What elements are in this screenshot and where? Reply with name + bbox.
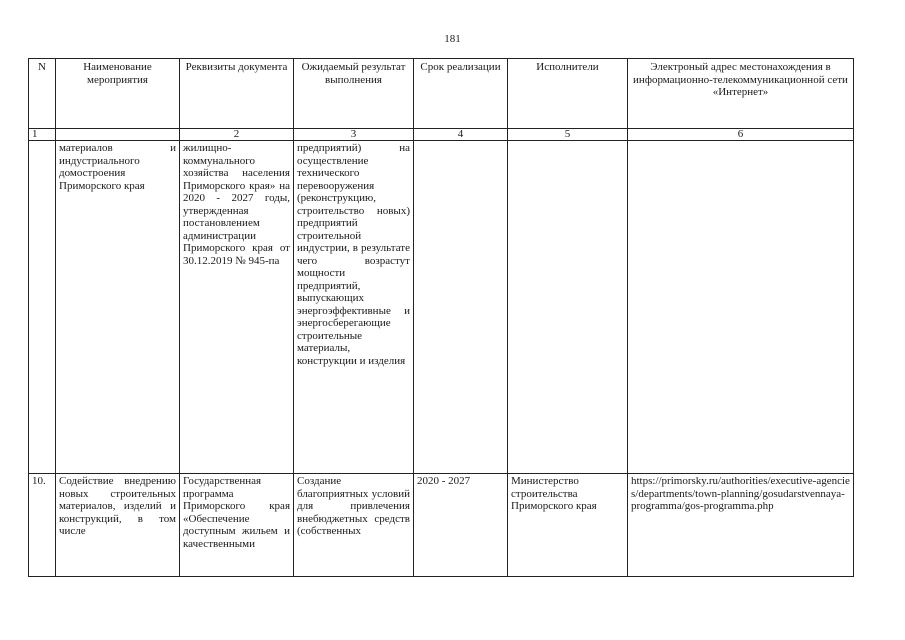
cell-term xyxy=(414,141,508,474)
cell-url: https://primorsky.ru/authorities/executive-agencies/departments/town-planning/gosudarstvennaya-programma/gos-programma.php xyxy=(628,474,854,577)
cell-doc: жилищно-коммунального хозяйства населения Приморского края» на 2020 - 2027 годы, утвержденная постановлением администрации Приморского края от 30.12.2019 № 945-па xyxy=(180,141,294,474)
header-n: N xyxy=(29,59,56,129)
header-doc: Реквизиты документа xyxy=(180,59,294,129)
header-result: Ожидаемый результат выполнения xyxy=(294,59,414,129)
cell-url xyxy=(628,141,854,474)
cell-executors xyxy=(508,141,628,474)
table-row xyxy=(29,474,854,577)
cell-term: 2020 - 2027 xyxy=(414,474,508,577)
cell-n xyxy=(29,141,56,474)
cell-n: 10. xyxy=(29,474,56,577)
column-number: 5 xyxy=(508,129,628,141)
header-executors: Исполнители xyxy=(508,59,628,129)
page-number: 181 xyxy=(444,33,461,45)
measures-table xyxy=(28,58,854,577)
cell-name: Содействие внедрению новых строительных материалов, изделий и конструкций, в том числе xyxy=(56,474,180,577)
cell-result: предприятий) на осуществление технического перевооружения (реконструкцию, строительство новых) предприятий строительной индустрии, в результате чего возрастут мощности предприятий, выпускающих энергоэффективные и энергосберегающие строительные материалы, конструкции и изделия xyxy=(294,141,414,474)
column-number: 2 xyxy=(180,129,294,141)
header-row xyxy=(29,59,854,129)
column-number-row xyxy=(29,129,854,141)
cell-doc: Государственная программа Приморского края «Обеспечение доступным жильем и качественными xyxy=(180,474,294,577)
column-number: 6 xyxy=(628,129,854,141)
table-row xyxy=(29,141,854,474)
column-number: 4 xyxy=(414,129,508,141)
column-number: 3 xyxy=(294,129,414,141)
column-number-empty xyxy=(56,129,180,141)
cell-executors: Министерство строительства Приморского края xyxy=(508,474,628,577)
header-url: Электроный адрес местонахождения в информационно-телекоммуникационной сети «Интернет» xyxy=(628,59,854,129)
header-name: Наименование мероприятия xyxy=(56,59,180,129)
cell-result: Создание благоприятных условий для привлечения внебюджетных средств (собственных xyxy=(294,474,414,577)
column-number: 1 xyxy=(29,129,56,141)
header-term: Срок реализации xyxy=(414,59,508,129)
cell-name: материалов и индустриального домостроения Приморского края xyxy=(56,141,180,474)
